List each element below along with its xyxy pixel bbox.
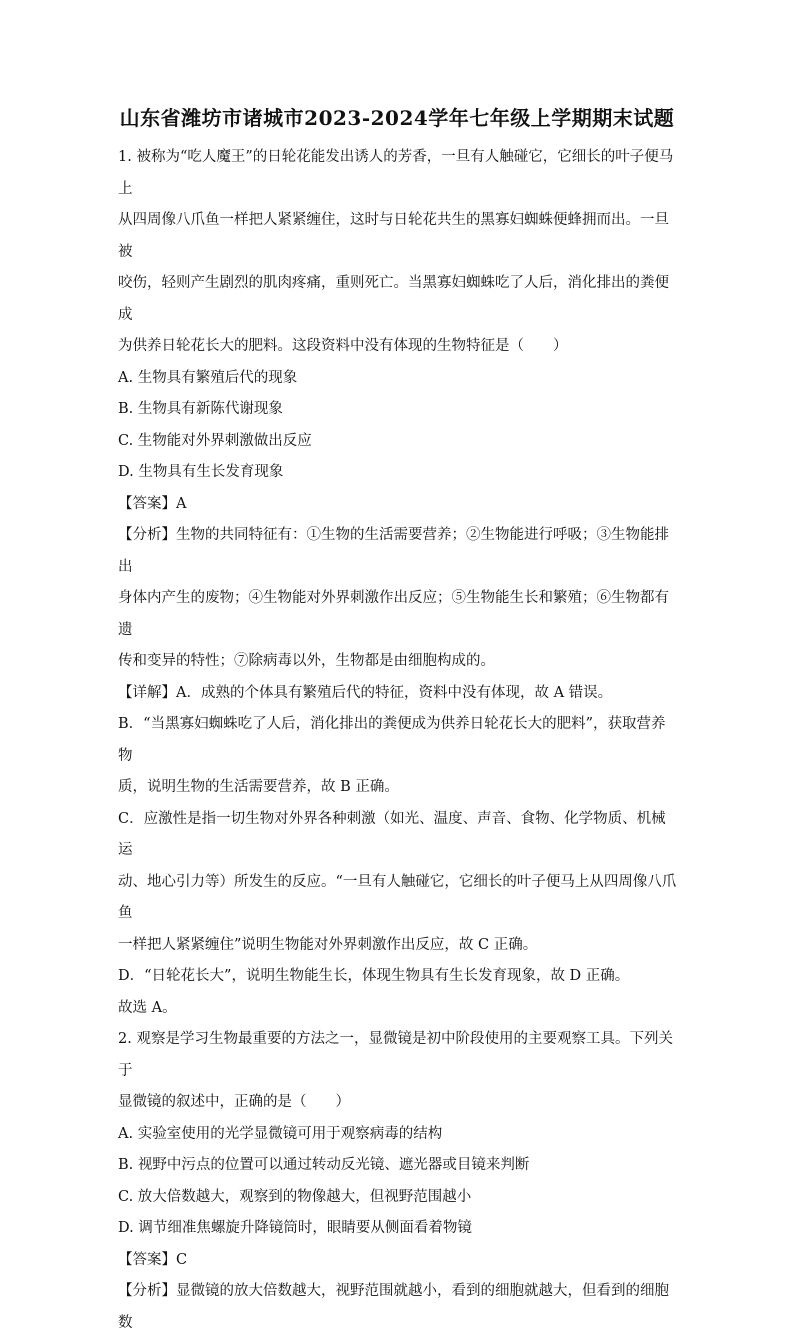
detail-line: 【详解】A．成熟的个体具有繁殖后代的特征，资料中没有体现，故 A 错误。: [118, 684, 613, 701]
text-line: D．“日轮花长大”，说明生物能生长，体现生物具有生长发育现象，故 D 正确。: [118, 968, 630, 984]
analysis-line: 【分析】显微镜的放大倍数越大，视野范围就越小，看到的细胞就越大，但看到的细胞数: [118, 1283, 669, 1331]
option-line: C. 放大倍数越大，观察到的物像越大，但视野范围越小: [118, 1188, 472, 1205]
text-line: 1. 被称为“吃人魔王”的日轮花能发出诱人的芳香，一旦有人触碰它，它细长的叶子便马上: [118, 149, 674, 197]
option-line: B. 视野中污点的位置可以通过转动反光镜、遮光器或目镜来判断: [118, 1157, 530, 1173]
text-line: 质，说明生物的生活需要营养，故 B 正确。: [118, 779, 399, 795]
text-line: C．应激性是指一切生物对外界各种刺激（如光、温度、声音、食物、化学物质、机械运: [118, 810, 666, 858]
answer-line: 【答案】C: [118, 1251, 188, 1268]
text-line: 动、地心引力等）所发生的反应。“一旦有人触碰它，它细长的叶子便马上从四周像八爪鱼: [118, 873, 677, 921]
document-body: [118, 142, 678, 1339]
page-title: 山东省潍坊市诸城市2023-2024学年七年级上学期期末试题: [119, 106, 675, 130]
text-line: B．“当黑寡妇蜘蛛吃了人后，消化排出的粪便成为供养日轮花长大的肥料”，获取营养物: [118, 716, 666, 764]
text-line: 故选 A。: [118, 999, 177, 1016]
text-line: 身体内产生的废物；④生物能对外界刺激作出反应；⑤生物能生长和繁殖；⑥生物都有遗: [118, 590, 669, 638]
answer-line: 【答案】A: [118, 495, 187, 512]
option-line: D. 生物具有生长发育现象: [118, 464, 284, 480]
text-line: 显微镜的叙述中，正确的是（ ）: [118, 1094, 350, 1110]
option-line: D. 调节细准焦螺旋升降镜筒时，眼睛要从侧面看着物镜: [118, 1220, 472, 1236]
text-line: 为供养日轮花长大的肥料。这段资料中没有体现的生物特征是（ ）: [118, 338, 568, 354]
option-line: A. 实验室使用的光学显微镜可用于观察病毒的结构: [118, 1125, 443, 1142]
option-line: C. 生物能对外界刺激做出反应: [118, 432, 312, 449]
option-line: B. 生物具有新陈代谢现象: [118, 401, 283, 417]
option-line: A. 生物具有繁殖后代的现象: [118, 369, 298, 386]
text-line: 一样把人紧紧缠住”说明生物能对外界刺激作出反应，故 C 正确。: [118, 936, 538, 953]
text-line: 传和变异的特性；⑦除病毒以外，生物都是由细胞构成的。: [118, 653, 495, 669]
text-line: 2. 观察是学习生物最重要的方法之一，显微镜是初中阶段使用的主要观察工具。下列关于: [118, 1031, 673, 1079]
analysis-line: 【分析】生物的共同特征有：①生物的生活需要营养；②生物能进行呼吸；③生物能排出: [118, 527, 669, 575]
text-line: 咬伤，轻则产生剧烈的肌肉疼痛，重则死亡。当黑寡妇蜘蛛吃了人后，消化排出的粪便成: [118, 275, 669, 323]
text-line: 从四周像八爪鱼一样把人紧紧缠住，这时与日轮花共生的黑寡妇蜘蛛便蜂拥而出。一旦被: [118, 212, 669, 260]
